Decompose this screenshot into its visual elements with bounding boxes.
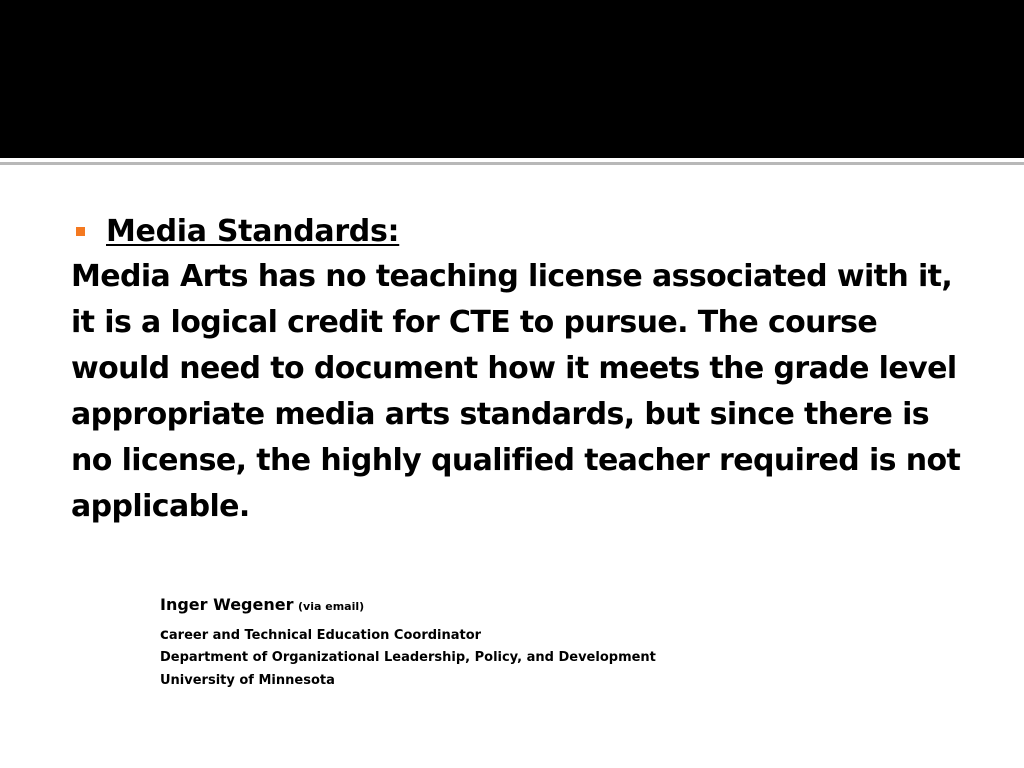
attribution-title-line: [160, 623, 920, 646]
attribution-department: Department of Organizational Leadership, Policy, and Development: [160, 650, 656, 665]
attribution-title-rest: areer and Technical Education Coordinator: [168, 628, 482, 643]
attribution-university: University of Minnesota: [160, 673, 335, 688]
attribution-name-line: [160, 593, 920, 616]
body-paragraph: Media Arts has no teaching license associated with it, it is a logical credit for CTE to pursue. The course would need to document how it meets the grade level appropriate media arts standards, but since there is no license, the highly qualified teacher required is not applicable.: [71, 259, 961, 524]
attribution-note: (via email): [298, 600, 365, 613]
bullet-heading: Media Standards:: [106, 213, 400, 249]
attribution-title-first-letter: c: [160, 625, 169, 643]
slide-content: [71, 208, 961, 530]
orange-square-bullet-icon: [76, 227, 85, 236]
bullet-item: [71, 208, 961, 254]
header-rule: [0, 162, 1024, 165]
attribution-name: Inger Wegener: [160, 595, 294, 614]
header-band: [0, 0, 1024, 158]
attribution-block: [160, 593, 920, 692]
